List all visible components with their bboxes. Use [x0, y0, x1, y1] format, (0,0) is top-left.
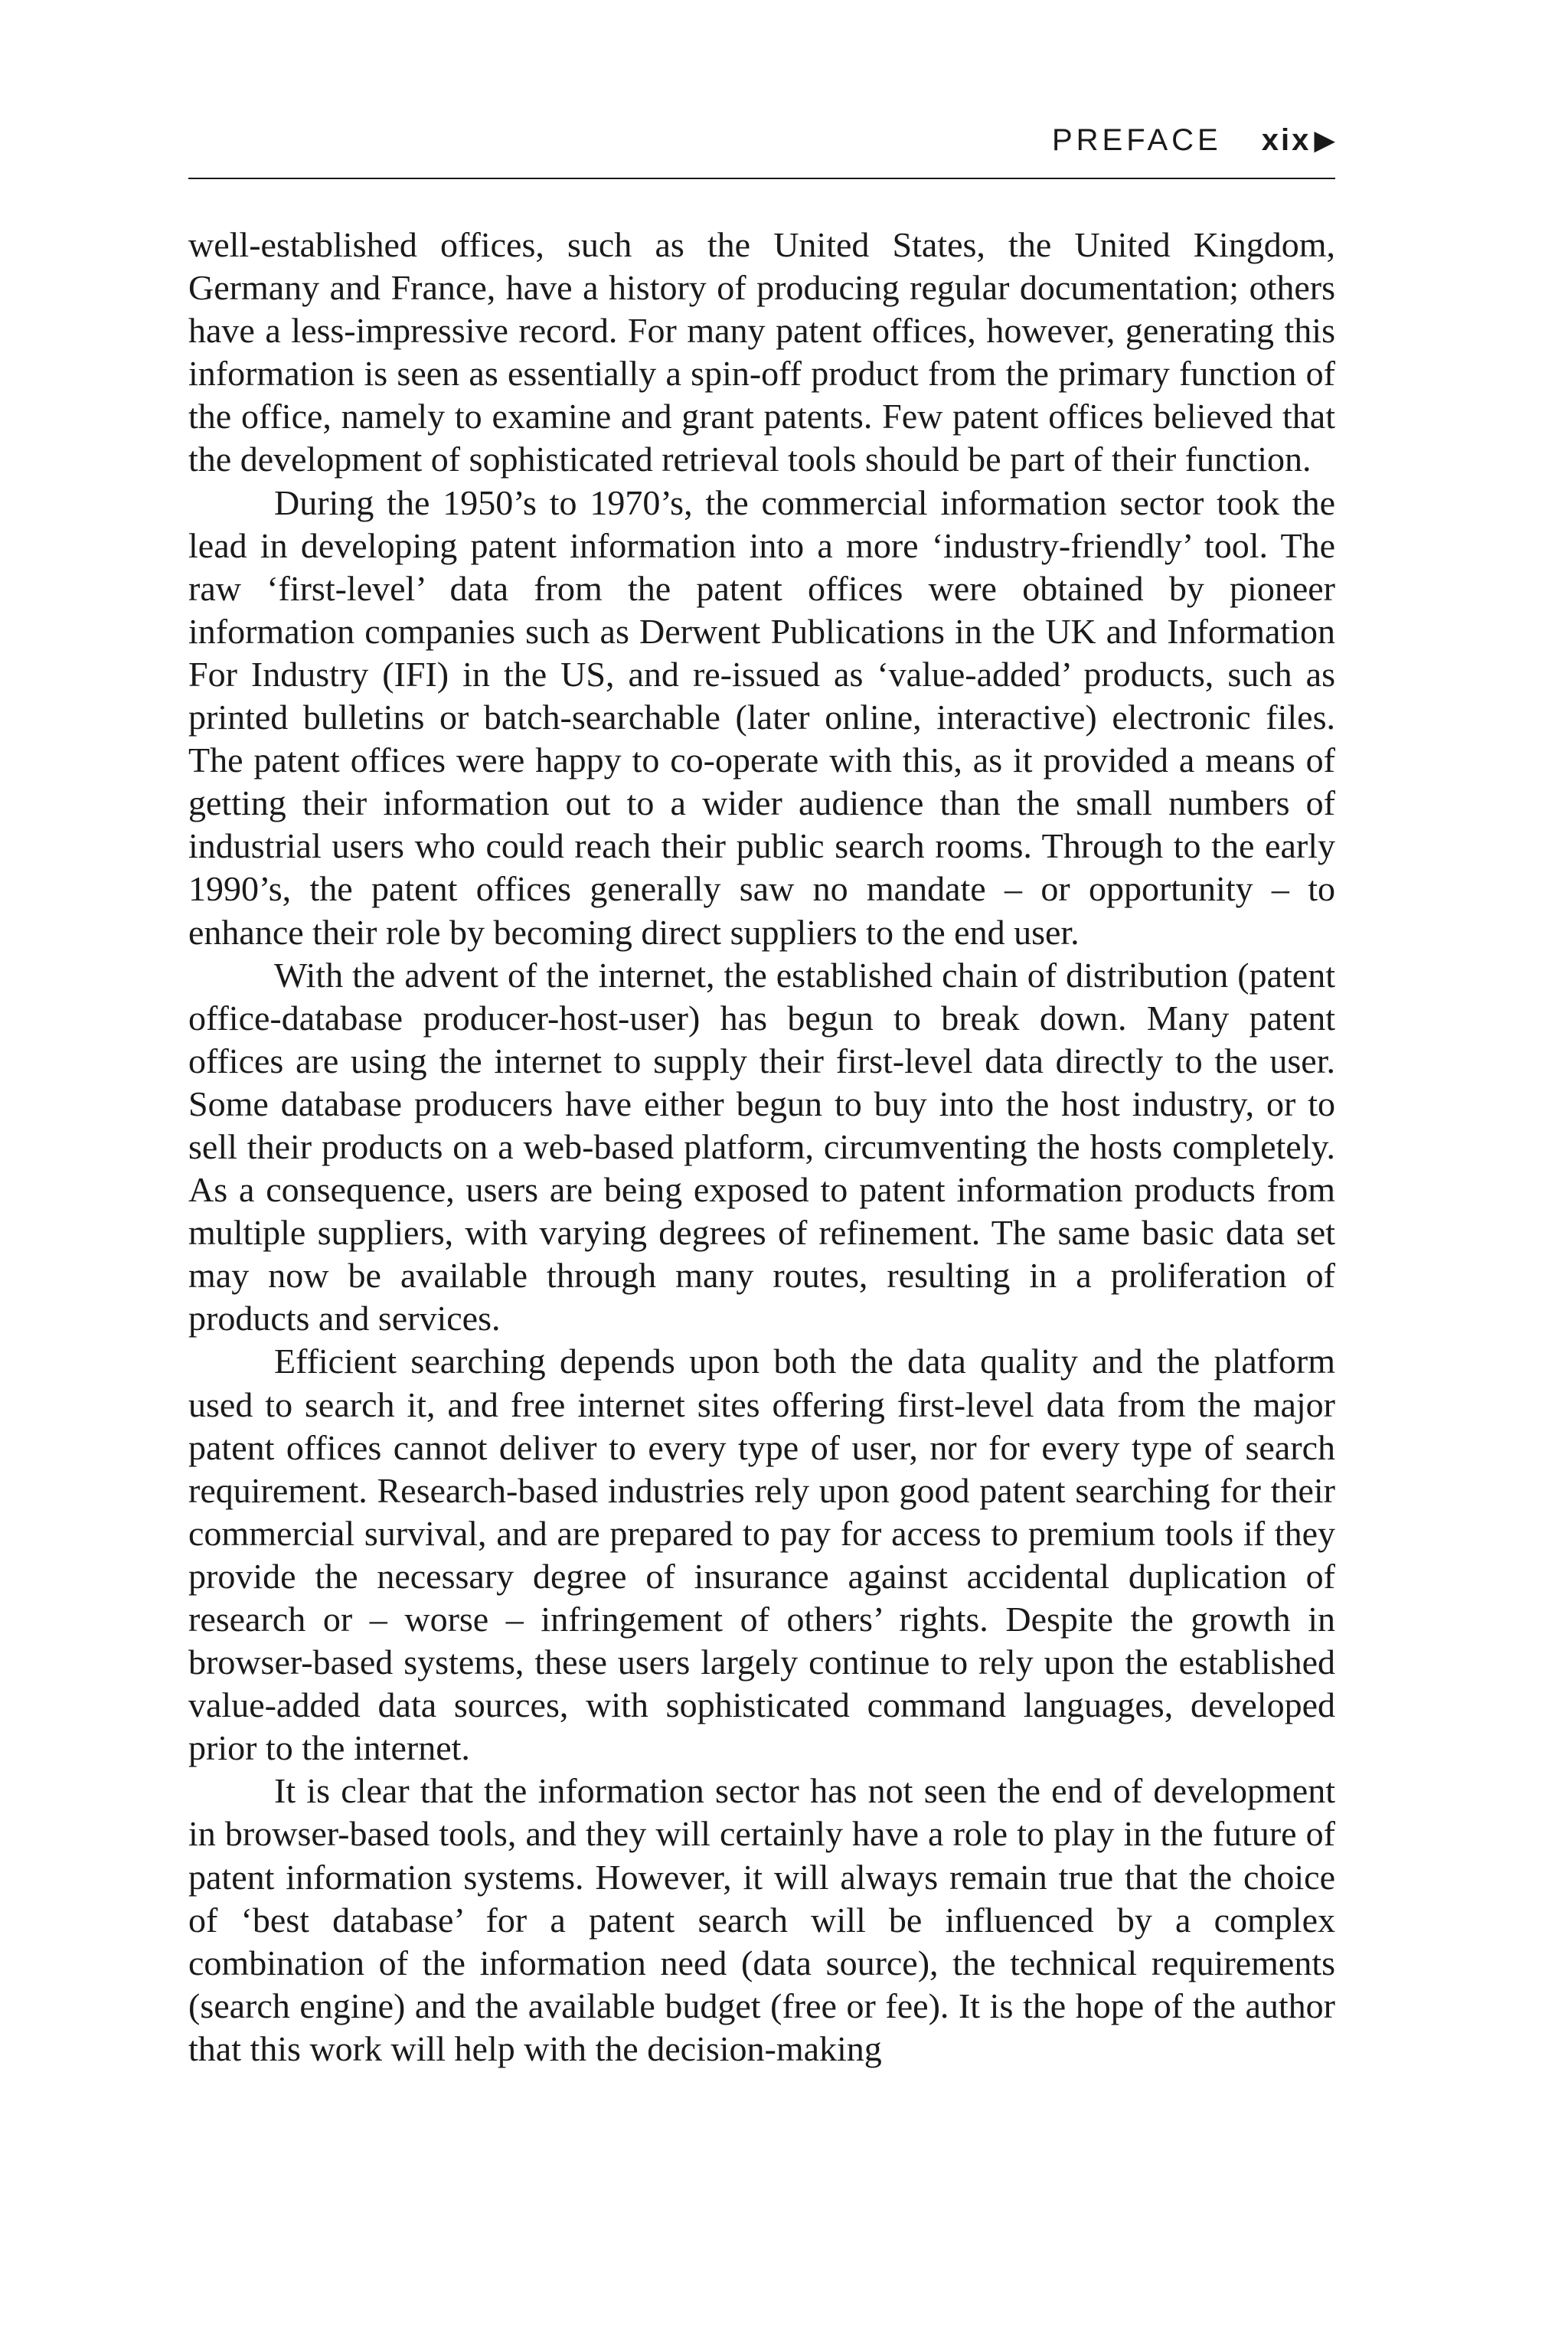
paragraph: With the advent of the internet, the established chain of distribution (patent office-database producer-host-user) has begun to break down. Many patent offices are using the internet to supply their first-level data directly to the user. Some database producers have either begun to buy into the host industry, or to sell their products on a web-based platform, circumventing the hosts completely. As a consequence, users are being exposed to patent information products from multiple suppliers, with varying degrees of refinement. The same basic data set may now be available through many routes, resulting in a proliferation of products and services.	[188, 955, 1335, 1338]
paragraph: During the 1950’s to 1970’s, the commercial information sector took the lead in developing patent information into a more ‘industry-friendly’ tool. The raw ‘first-level’ data from the patent offices were obtained by pioneer information companies such as Derwent Publications in the UK and Information For Industry (IFI) in the US, and re-issued as ‘value-added’ products, such as printed bulletins or batch-searchable (later online, interactive) electronic files. The patent offices were happy to co-operate with this, as it provided a means of getting their information out to a wider audience than the small numbers of industrial users who could reach their public search rooms. Through to the early 1990’s, the patent offices generally saw no mandate – or opportunity – to enhance their role by becoming direct suppliers to the end user.	[188, 482, 1335, 952]
section-title: PREFACE	[1051, 123, 1222, 157]
paragraph: It is clear that the information sector has not seen the end of development in browser-based tools, and they will certainly have a role to play in the future of patent information systems. However, it will always remain true that the choice of ‘best database’ for a patent search will be influenced by a complex combination of the information need (data source), the technical requirements (search engine) and the available budget (free or fee). It is the hope of the author that this work will help with the decision-making	[188, 1771, 1335, 2068]
page-number: xix	[1261, 123, 1312, 157]
paragraph: Efficient searching depends upon both the data quality and the platform used to search it, and free internet sites offering first-level data from the major patent offices cannot deliver to every type of user, nor for every type of search requirement. Research-based industries rely upon good patent searching for their commercial survival, and are prepared to pay for access to premium tools if they provide the necessary degree of insurance against accidental duplication of research or – worse – infringement of others’ rights. Despite the growth in browser-based systems, these users largely continue to rely upon the established value-added data sources, with sophisticated command languages, developed prior to the internet.	[188, 1342, 1335, 1768]
body-text	[188, 224, 1335, 2071]
header-rule	[188, 178, 1335, 179]
paragraph: well-established offices, such as the United States, the United Kingdom, Germany and France, have a history of producing regular documentation; others have a less-impressive record. For many patent offices, however, generating this information is seen as essentially a spin-off product from the primary function of the office, namely to examine and grant patents. Few patent offices believed that the development of sophisticated retrieval tools should be part of their function.	[188, 225, 1335, 479]
running-head	[188, 115, 1335, 165]
page-arrow-icon: ▶	[1314, 124, 1335, 155]
